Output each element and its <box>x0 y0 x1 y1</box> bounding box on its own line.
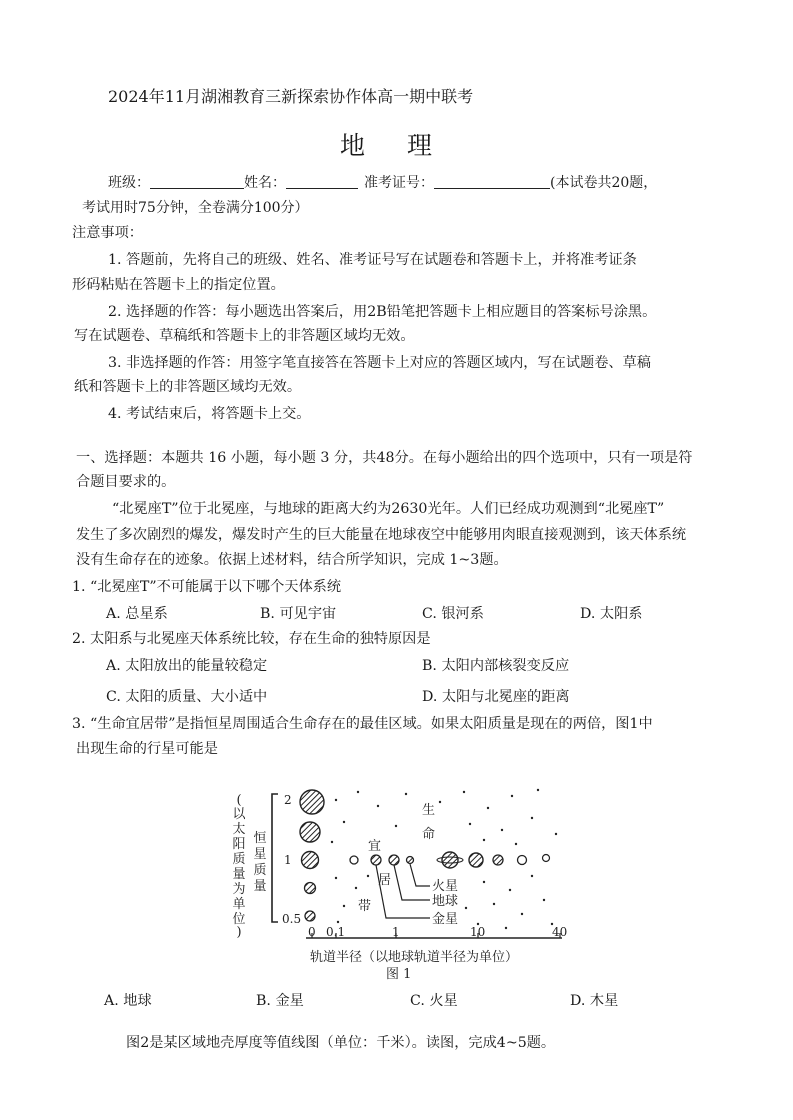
zone-char-1: 生 <box>422 803 436 818</box>
label-mars: 火星 <box>432 879 459 894</box>
x-ticks <box>312 933 560 938</box>
notice-item-3b: 纸和答题卡上的非答题区域均无效。 <box>74 379 302 395</box>
q1-option-c[interactable]: C. 银河系 <box>422 606 484 622</box>
ylabel-inner-char: 量 <box>253 879 267 894</box>
ylabel-inner-char: 星 <box>253 847 267 862</box>
ylabel-inner-char: 恒 <box>253 831 267 846</box>
planet-neptune <box>518 856 527 865</box>
zone-char-3: 宜 <box>368 839 382 854</box>
y-bracket <box>272 794 278 922</box>
material1-line3: 没有生命存在的迹象。依据上述材料，结合所学知识，完成 1~3题。 <box>76 552 508 568</box>
subject-char-2: 理 <box>407 131 435 160</box>
planet-saturn <box>469 853 483 867</box>
notice-item-1a: 1. 答题前，先将自己的班级、姓名、准考证号写在试题卷和答题卡上，并将准考证条 <box>108 252 637 268</box>
ylabel-outer-char: 阳 <box>232 837 246 852</box>
section1-line1: 一、选择题：本题共 16 小题，每小题 3 分，共48分。在每小题给出的四个选项中，只有一项是符 <box>76 450 693 466</box>
x-tick-0-1: 0.1 <box>326 925 346 939</box>
class-blank[interactable] <box>150 174 244 189</box>
planet-venus <box>371 855 381 865</box>
material1-line1: “北冕座T”位于北冕座，与地球的距离大约为2630光年。人们已经成功观测到“北冕座T” <box>112 501 665 517</box>
planet-mercury <box>350 856 358 864</box>
q1-option-a[interactable]: A. 总星系 <box>106 606 168 622</box>
notice-item-3a: 3. 非选择题的作答：用签字笔直接答在答题卡上对应的答题区域内，写在试题卷、草稿 <box>108 355 651 371</box>
figure-1-diagram <box>226 778 576 983</box>
ylabel-outer-char: 位 <box>232 912 246 927</box>
q3-option-a[interactable]: A. 地球 <box>104 993 152 1009</box>
subject-char-1: 地 <box>340 131 368 160</box>
notice-heading: 注意事项： <box>72 225 143 241</box>
star-mass-0-5 <box>305 911 315 921</box>
q3-option-c[interactable]: C. 火星 <box>410 993 458 1009</box>
x-tick-40: 40 <box>552 925 568 939</box>
ylabel-outer-char: 太 <box>232 822 246 837</box>
ylabel-outer-char: 单 <box>232 897 246 912</box>
planet-mars <box>407 857 414 864</box>
name-label: 姓名： <box>244 175 286 191</box>
notice-item-1b: 形码粘贴在答题卡上的指定位置。 <box>72 277 285 293</box>
leader-mars <box>410 864 430 886</box>
q3-stem-line1: 3. “生命宜居带”是指恒星周围适合生命存在的最佳区域。如果太阳质量是现在的两倍，图1中 <box>72 716 653 732</box>
ylabel-outer-char: ( <box>236 793 242 808</box>
subject-title <box>340 126 434 162</box>
q1-option-d[interactable]: D. 太阳系 <box>580 606 643 622</box>
planet-uranus <box>493 855 503 865</box>
ylabel-outer-char: ) <box>236 925 242 940</box>
zone-char-2: 命 <box>422 827 436 842</box>
x-tick-0: 0 <box>308 925 316 939</box>
q3-stem-line2: 出现生命的行星可能是 <box>76 741 218 757</box>
y-tick-0-5: 0.5 <box>282 912 302 926</box>
y-tick-1: 1 <box>284 853 292 867</box>
exam-title: 2024年11月湖湘教育三新探索协作体高一期中联考 <box>108 87 474 106</box>
star-mass-0-75 <box>305 883 316 894</box>
x-tick-10: 10 <box>470 925 486 939</box>
figure-1-ylabel-outer <box>232 793 246 940</box>
planet-pluto <box>543 855 550 862</box>
star-mass-1 <box>302 852 319 869</box>
material1-line2: 发生了多次剧烈的爆发，爆发时产生的巨大能量在地球夜空中能够用肉眼直接观测到，该天体系统 <box>76 527 687 543</box>
planet-earth <box>389 855 399 865</box>
info-line <box>108 172 657 192</box>
paper-note: (本试卷共20题， <box>550 175 658 191</box>
ylabel-outer-char: 量 <box>232 867 246 882</box>
ylabel-outer-char: 为 <box>232 882 246 897</box>
zone-char-5: 带 <box>358 899 372 914</box>
section1-line2: 合题目要求的。 <box>76 474 176 490</box>
ylabel-inner-char: 质 <box>253 863 267 878</box>
q3-option-d[interactable]: D. 木星 <box>570 993 619 1009</box>
label-earth: 地球 <box>432 894 459 909</box>
q2-option-c[interactable]: C. 太阳的质量、大小适中 <box>106 689 268 705</box>
ylabel-outer-char: 以 <box>232 807 246 822</box>
q3-option-b[interactable]: B. 金星 <box>256 993 304 1009</box>
y-tick-2: 2 <box>284 793 292 807</box>
ylabel-outer-char: 质 <box>232 852 246 867</box>
figure-1-caption: 图 1 <box>386 967 412 982</box>
class-label: 班级： <box>108 175 150 191</box>
x-axis-label: 轨道半径（以地球轨道半径为单位） <box>310 950 519 965</box>
x-tick-1: 1 <box>392 925 400 939</box>
figure-1-ylabel-inner <box>253 830 266 894</box>
zone-char-4: 居 <box>378 873 392 888</box>
star-mass-1-5 <box>300 822 320 842</box>
label-venus: 金星 <box>432 912 459 927</box>
q2-option-b[interactable]: B. 太阳内部核裂变反应 <box>422 658 570 674</box>
time-note: 考试用时75分钟，全卷满分100分） <box>82 200 309 216</box>
notice-item-2b: 写在试题卷、草稿纸和答题卡上的非答题区域均无效。 <box>74 328 415 344</box>
q1-stem: 1. “北冕座T”不可能属于以下哪个天体系统 <box>72 579 342 595</box>
q2-option-a[interactable]: A. 太阳放出的能量较稳定 <box>106 658 268 674</box>
material2-intro: 图2是某区域地壳厚度等值线图（单位：千米）。读图，完成4~5题。 <box>126 1035 556 1051</box>
planet-jupiter <box>442 852 458 868</box>
q2-option-d[interactable]: D. 太阳与北冕座的距离 <box>422 689 570 705</box>
name-blank[interactable] <box>286 174 358 189</box>
q2-stem: 2. 太阳系与北冕座天体系统比较，存在生命的独特原因是 <box>72 631 431 647</box>
star-mass-2 <box>300 790 324 814</box>
id-label: 准考证号： <box>364 175 434 191</box>
notice-item-2a: 2. 选择题的作答：每小题选出答案后，用2B铅笔把答题卡上相应题目的答案标号涂黑。 <box>108 304 657 320</box>
notice-item-4: 4. 考试结束后，将答题卡上交。 <box>108 406 311 422</box>
q1-option-b[interactable]: B. 可见宇宙 <box>260 606 337 622</box>
id-blank[interactable] <box>434 174 550 189</box>
